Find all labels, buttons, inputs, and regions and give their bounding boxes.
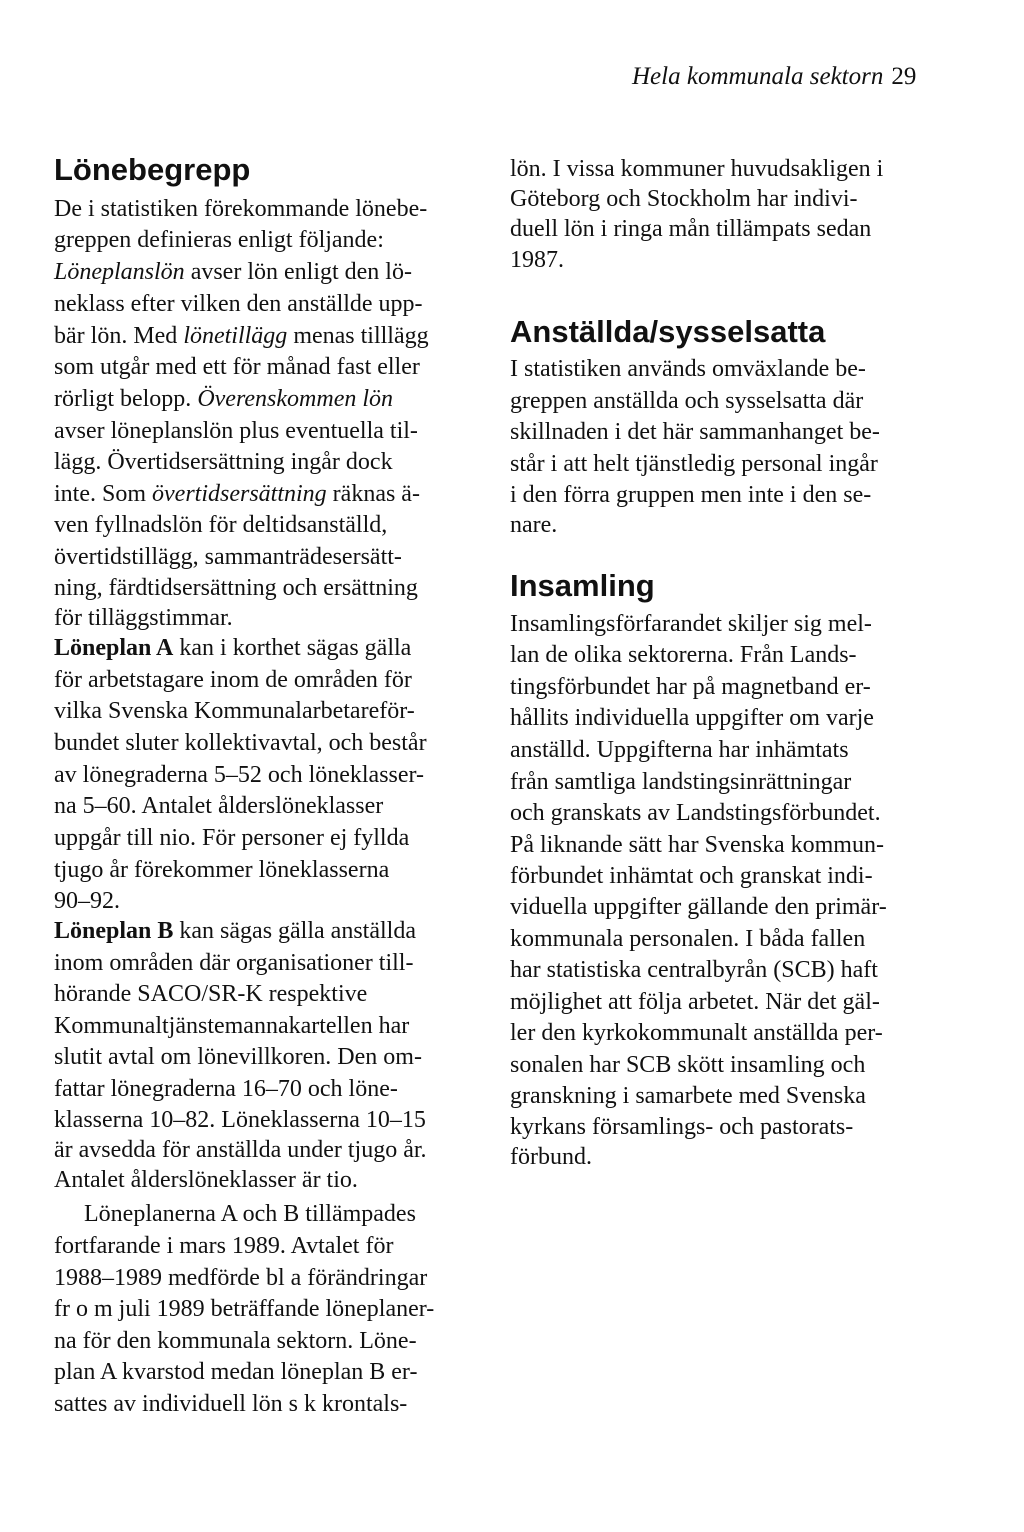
text-line: Löneplan A kan i korthet sägas gälla [54, 635, 412, 661]
text-line: fattar lönegraderna 16–70 och löne- [54, 1076, 398, 1102]
text-line: skillnaden i det här sammanhanget be- [510, 419, 880, 445]
text-line: Kommunaltjänstemannakartellen har [54, 1013, 410, 1039]
text-line: na för den kommunala sektorn. Löne- [54, 1328, 417, 1354]
text-line: hållits individuella uppgifter om varje [510, 705, 874, 731]
text-line: 1988–1989 medförde bl a förändringar [54, 1265, 428, 1291]
text-line: slutit avtal om lönevillkoren. Den om- [54, 1044, 422, 1070]
text-line: uppgår till nio. För personer ej fyllda [54, 825, 410, 851]
text-line: rörligt belopp. Överenskommen lön [54, 386, 394, 412]
section-heading-insamling: Insamling [510, 568, 655, 603]
text-line: Löneplanerna A och B tillämpades [84, 1201, 416, 1227]
text-line: plan A kvarstod medan löneplan B er- [54, 1359, 418, 1385]
text-line: anställd. Uppgifterna har inhämtats [510, 737, 849, 763]
section-heading-lonebegrepp: Lönebegrepp [54, 152, 251, 187]
text-line: kommunala personalen. I båda fallen [510, 926, 866, 952]
text-line: förbund. [510, 1144, 592, 1170]
text-line: ven fyllnadslön för deltidsanställd, [54, 512, 388, 538]
running-head [632, 62, 917, 92]
text-line: 1987. [510, 247, 564, 273]
text-line: sattes av individuell lön s k krontals- [54, 1391, 408, 1417]
text-line: Löneplanslön avser lön enligt den lö- [54, 259, 412, 285]
text-line: Göteborg och Stockholm har indivi- [510, 186, 858, 212]
text-line: lägg. Övertidsersättning ingår dock [54, 449, 393, 475]
text-line: i den förra gruppen men inte i den se- [510, 482, 872, 508]
text-line: neklass efter vilken den anställde upp- [54, 291, 423, 317]
text-line: greppen anställda och sysselsatta där [510, 388, 864, 414]
text-line: duell lön i ringa mån tillämpats sedan [510, 216, 872, 242]
text-line: kyrkans församlings- och pastorats- [510, 1114, 854, 1140]
text-line: I statistiken används omväxlande be- [510, 356, 866, 382]
text-line: granskning i samarbete med Svenska [510, 1083, 866, 1109]
text-line: och granskats av Landstingsförbundet. [510, 800, 881, 826]
text-line: De i statistiken förekommande lönebe- [54, 196, 428, 222]
text-line: för tilläggstimmar. [54, 605, 233, 631]
text-line: sonalen har SCB skött insamling och [510, 1052, 866, 1078]
text-line: som utgår med ett för månad fast eller [54, 354, 420, 380]
text-line: inom områden där organisationer till- [54, 950, 414, 976]
text-line: na 5–60. Antalet ålderslöneklasser [54, 793, 384, 819]
text-line: greppen definieras enligt följande: [54, 227, 384, 253]
text-line: bundet sluter kollektivavtal, och består [54, 730, 427, 756]
text-line: står i att helt tjänstledig personal ingår [510, 451, 878, 477]
text-line: för arbetstagare inom de områden för [54, 667, 412, 693]
text-line: ning, färdtidsersättning och ersättning [54, 575, 418, 601]
text-line: klasserna 10–82. Löneklasserna 10–15 [54, 1107, 426, 1133]
text-line: tjugo år förekommer löneklasserna [54, 857, 390, 883]
page-number: 29 [891, 63, 917, 90]
text-line: av lönegraderna 5–52 och löneklasser- [54, 762, 425, 788]
running-title: Hela kommunala sektorn [632, 63, 884, 90]
text-line: På liknande sätt har Svenska kommun- [510, 832, 884, 858]
text-line: avser löneplanslön plus eventuella til- [54, 418, 418, 444]
text-line: Antalet ålderslöneklasser är tio. [54, 1167, 358, 1193]
text-line: är avsedda för anställda under tjugo år. [54, 1137, 427, 1163]
text-line: Insamlingsförfarandet skiljer sig mel- [510, 611, 872, 637]
text-line: hörande SACO/SR-K respektive [54, 981, 368, 1007]
section-heading-anstallda: Anställda/sysselsatta [510, 314, 826, 349]
text-line: möjlighet att följa arbetet. När det gäl- [510, 989, 880, 1015]
text-line: fr o m juli 1989 beträffande löneplaner- [54, 1296, 435, 1322]
text-line: 90–92. [54, 888, 120, 914]
text-line: viduella uppgifter gällande den primär- [510, 894, 887, 920]
text-line: fortfarande i mars 1989. Avtalet för [54, 1233, 394, 1259]
text-line: från samtliga landstingsinrättningar [510, 769, 852, 795]
text-line: har statistiska centralbyrån (SCB) haft [510, 957, 878, 983]
text-line: lön. I vissa kommuner huvudsakligen i [510, 156, 884, 182]
text-line: nare. [510, 512, 558, 538]
text-line: ler den kyrkokommunalt anställda per- [510, 1020, 883, 1046]
text-line: vilka Svenska Kommunalarbetareför- [54, 698, 415, 724]
text-line: Löneplan B kan sägas gälla anställda [54, 918, 416, 944]
text-line: övertidstillägg, sammanträdesersätt- [54, 544, 402, 570]
text-line: lan de olika sektorerna. Från Lands- [510, 642, 857, 668]
text-line: bär lön. Med lönetillägg menas tilllägg [54, 323, 429, 349]
text-line: förbundet inhämtat och granskat indi- [510, 863, 873, 889]
text-line: tingsförbundet har på magnetband er- [510, 674, 871, 700]
text-line: inte. Som övertidsersättning räknas ä- [54, 481, 420, 507]
